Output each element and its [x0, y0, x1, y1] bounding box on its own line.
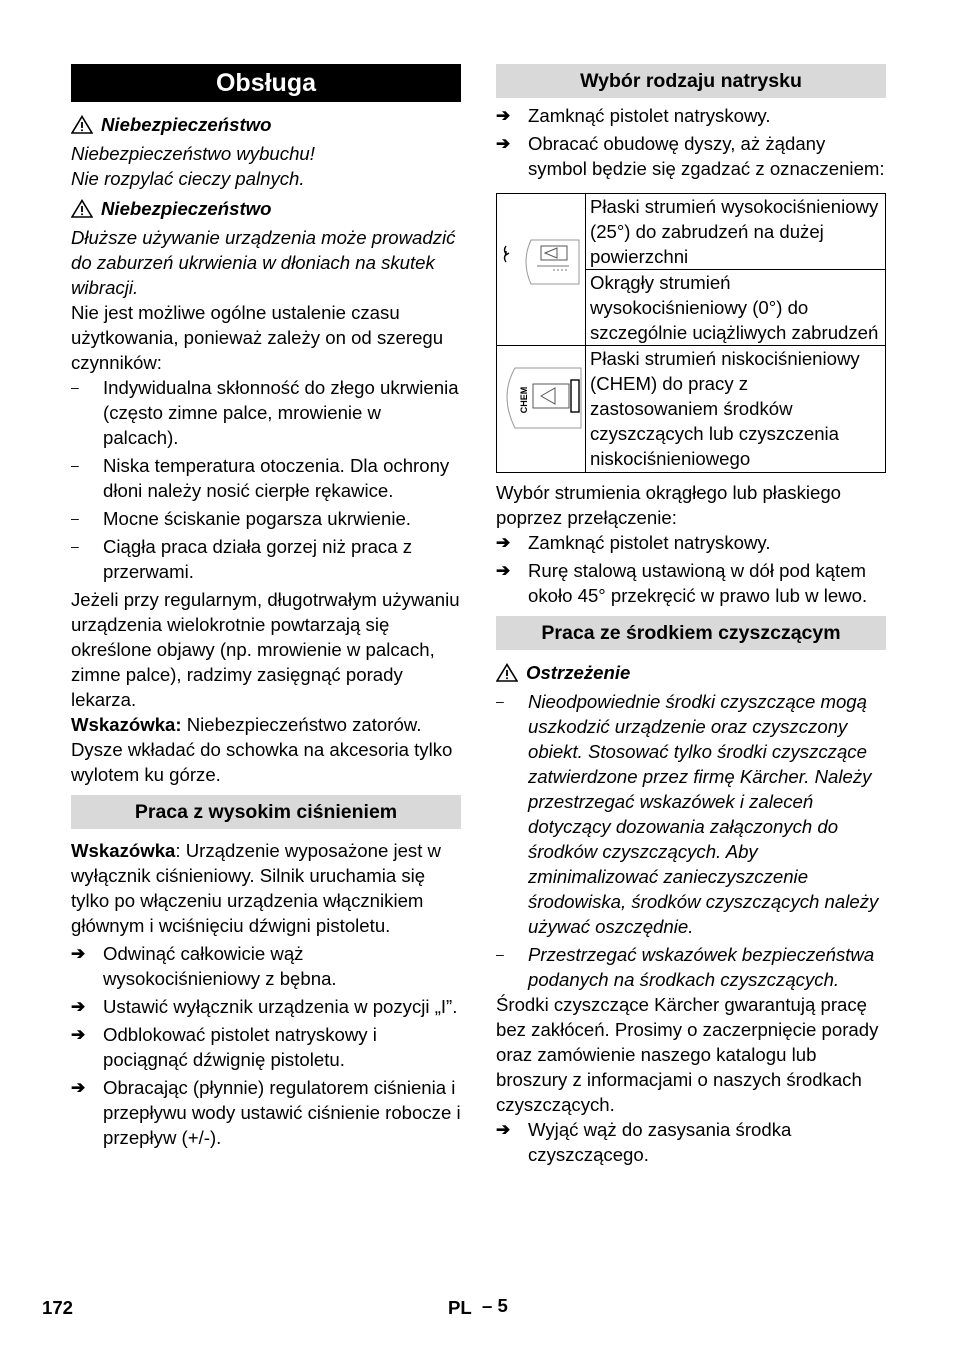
dash-marker: – — [71, 538, 79, 554]
nozzle-image-chem — [497, 346, 586, 473]
section-title-high-pressure: Praca z wysokim ciśnieniem — [71, 795, 461, 829]
nozzle-high-pressure-icon — [497, 222, 585, 312]
step-text: Ustawić wyłącznik urządzenia w pozycji „I”. — [103, 996, 458, 1017]
arrow-icon: ➔ — [71, 944, 86, 963]
list-item — [71, 453, 461, 503]
left-column — [71, 64, 461, 1150]
dash-marker: – — [71, 379, 79, 395]
warning-heading-label: Ostrzeżenie — [526, 662, 631, 683]
warning-text: Przestrzegać wskazówek bezpieczeństwa podanych na środkach czyszczących. — [528, 944, 875, 990]
step-text: Obracać obudowę dyszy, aż żądany symbol będzie się zgadzać z oznaczeniem: — [528, 133, 885, 179]
step-text: Zamknąć pistolet natryskowy. — [528, 532, 771, 553]
note-text: : Urządzenie wyposażone jest w wyłącznik ciśnieniowy. Silnik uruchamia się tylko po włączeniu urządzenia włącznikiem głównym i wciśnięciu dźwigni pistoletu. — [71, 840, 441, 936]
dash-marker: – — [496, 946, 504, 962]
arrow-icon: ➔ — [496, 1120, 511, 1139]
page-number: 172 — [42, 1297, 74, 1318]
paragraph: Nie jest możliwe ogólne ustalenie czasu użytkowania, ponieważ zależy on od szeregu czynników: — [71, 302, 444, 373]
arrow-icon: ➔ — [496, 134, 511, 153]
language-code: PL — [448, 1297, 472, 1318]
list-item — [71, 534, 461, 584]
nozzle-desc-chem: Płaski strumień niskociśnieniowy (CHEM) do pracy z zastosowaniem środków czyszczących lub czyszczenia niskociśnieniowego — [586, 346, 886, 473]
arrow-icon: ➔ — [71, 997, 86, 1016]
list-item — [496, 689, 886, 939]
danger-text-line: Nie rozpylać cieczy palnych. — [71, 168, 305, 189]
section-title-cleaning-agent: Praca ze środkiem czyszczącym — [496, 616, 886, 650]
paragraph: Środki czyszczące Kärcher gwarantują pracę bez zakłóceń. Prosimy o zaczerpnięcie porady oraz zamówienie naszego katalogu lub broszury z informacjami o naszych środkach czyszczących. — [496, 994, 879, 1115]
note-label: Wskazówka — [71, 840, 176, 861]
arrow-icon: ➔ — [496, 106, 511, 125]
list-item — [71, 506, 461, 531]
dash-marker: – — [71, 457, 79, 473]
step-text: Wyjąć wąż do zasysania środka czyszczącego. — [528, 1119, 792, 1165]
warning-heading — [496, 660, 886, 685]
dash-marker: – — [496, 693, 504, 709]
table-row — [497, 194, 886, 270]
list-item-text: Ciągła praca działa gorzej niż praca z przerwami. — [103, 536, 413, 582]
note-label: Wskazówka: — [71, 714, 182, 735]
note-paragraph — [71, 712, 461, 787]
warning-text: Nieodpowiednie środki czyszczące mogą uszkodzić urządzenie oraz czyszczony obiekt. Stosować tylko środki czyszczące zatwierdzone przez firmę Kärcher. Należy przestrzegać wskazówek i zaleceń dotyczący dozowania załączonych do środków czyszczących. Aby zminimalizować zanieczyszczenie środowiska, środków czyszczących należy używać oszczędnie. — [528, 691, 879, 937]
chem-label: CHEM — [519, 386, 529, 414]
arrow-icon: ➔ — [71, 1078, 86, 1097]
section-title-obsluga: Obsługa — [71, 64, 461, 102]
step-item — [496, 558, 886, 608]
danger-heading-label: Niebezpieczeństwo — [101, 198, 272, 219]
step-item — [496, 1117, 886, 1167]
nozzle-desc-25deg: Płaski strumień wysokociśnieniowy (25°) do zabrudzeń na dużej powierzchni — [586, 194, 886, 270]
paragraph: Wybór strumienia okrągłego lub płaskiego poprzez przełączenie: — [496, 482, 842, 528]
step-item — [71, 941, 461, 991]
list-item — [496, 942, 886, 992]
list-item-text: Niska temperatura otoczenia. Dla ochrony dłoni należy nosić cierpłe rękawice. — [103, 455, 450, 501]
arrow-icon: ➔ — [496, 561, 511, 580]
warning-triangle-icon — [496, 663, 518, 682]
step-text: Rurę stalową ustawioną w dół pod kątem około 45° przekręcić w prawo lub w lewo. — [528, 560, 868, 606]
right-column — [496, 64, 886, 1167]
list-item-text: Indywidualna skłonność do złego ukrwienia (często zimne palce, mrowienie w palcach). — [103, 377, 459, 448]
danger-heading — [71, 196, 461, 221]
danger-text: Dłuższe używanie urządzenia może prowadzić do zaburzeń ukrwienia w dłoniach na skutek wibracji. — [71, 227, 456, 298]
list-item-text: Mocne ściskanie pogarsza ukrwienie. — [103, 508, 411, 529]
step-text: Odblokować pistolet natryskowy i pociągnąć dźwignię pistoletu. — [103, 1024, 377, 1070]
step-item — [71, 1075, 461, 1150]
dash-marker: – — [71, 510, 79, 526]
arrow-icon: ➔ — [496, 533, 511, 552]
step-text: Zamknąć pistolet natryskowy. — [528, 105, 771, 126]
step-item — [71, 1022, 461, 1072]
nozzle-desc-0deg: Okrągły strumień wysokociśnieniowy (0°) do szczególnie uciążliwych zabrudzeń — [586, 270, 886, 346]
nozzle-chem-icon — [497, 346, 585, 466]
danger-heading-label: Niebezpieczeństwo — [101, 114, 272, 135]
nozzle-image-high-pressure — [497, 194, 586, 346]
step-item — [71, 994, 461, 1019]
danger-text-line: Niebezpieczeństwo wybuchu! — [71, 143, 315, 164]
step-item — [496, 131, 886, 181]
table-row — [497, 346, 886, 473]
warning-triangle-icon — [71, 199, 93, 218]
arrow-icon: ➔ — [71, 1025, 86, 1044]
danger-heading — [71, 112, 461, 137]
step-text: Obracając (płynnie) regulatorem ciśnienia i przepływu wody ustawić ciśnienie robocze i przepływ (+/-). — [103, 1077, 461, 1148]
paragraph: Jeżeli przy regularnym, długotrwałym używaniu urządzenia wielokrotnie powtarzają się określone objawy (np. mrowienie w palcach, zimne palce), radzimy zasięgnąć porady lekarza. — [71, 589, 460, 710]
step-text: Odwinąć całkowicie wąż wysokociśnieniowy z bębna. — [103, 943, 337, 989]
note-text: Niebezpieczeństwo zatorów. Dysze wkładać do schowka na akcesoria tylko wylotem ku górze. — [71, 714, 453, 785]
nozzle-table — [496, 193, 886, 473]
note-paragraph — [71, 838, 461, 938]
step-item — [496, 530, 886, 555]
sub-page-number: – 5 — [482, 1295, 508, 1316]
section-title-spray-type: Wybór rodzaju natrysku — [496, 64, 886, 98]
list-item — [71, 375, 461, 450]
step-item — [496, 103, 886, 128]
warning-triangle-icon — [71, 115, 93, 134]
